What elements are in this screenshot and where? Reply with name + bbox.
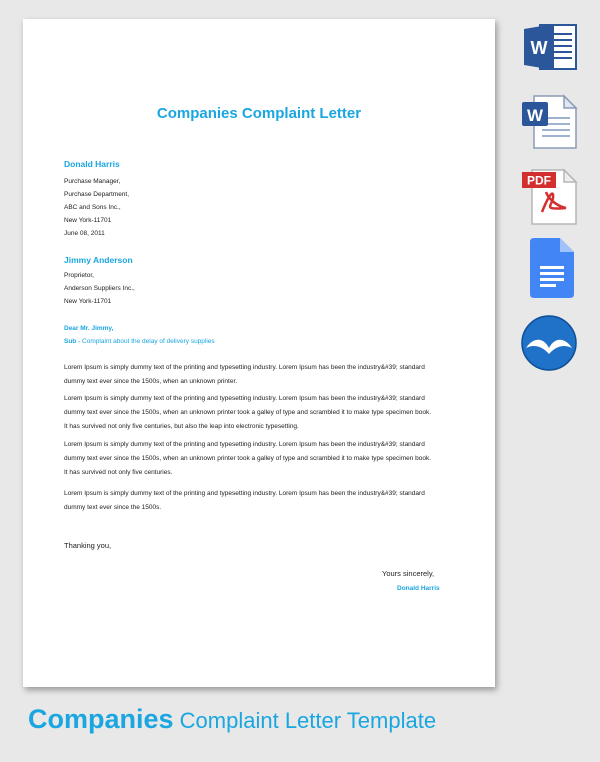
sender-line: ABC and Sons Inc., <box>64 204 121 211</box>
subject-prefix: Sub <box>64 338 77 345</box>
recipient-line: Anderson Suppliers Inc., <box>64 285 135 292</box>
paragraph-line: It has survived not only five centuries, but also the leap into electronic typesetting. <box>64 423 299 430</box>
sender-line: Purchase Department, <box>64 191 130 198</box>
paragraph-3 <box>64 438 449 480</box>
doc-file-icon[interactable] <box>520 94 578 150</box>
word-icon[interactable] <box>522 22 578 72</box>
paragraph-line: It has survived not only five centuries. <box>64 469 173 476</box>
paragraph-2 <box>64 392 449 434</box>
paragraph-4 <box>64 487 449 515</box>
template-title-strong: Companies <box>28 704 174 734</box>
sender-address <box>64 175 129 240</box>
paragraph-line: dummy text ever since the 1500s, when an unknown printer. <box>64 378 238 385</box>
pdf-file-icon[interactable] <box>520 168 578 226</box>
paragraph-line: dummy text ever since the 1500s, when an unknown printer took a galley of type and scrambled it to make type specimen book. <box>64 409 432 416</box>
recipient-line: Proprietor, <box>64 272 94 279</box>
sender-date: June 08, 2011 <box>64 230 105 237</box>
sender-line: Purchase Manager, <box>64 178 121 185</box>
salutation: Dear Mr. Jimmy, <box>64 325 114 332</box>
svg-text:W: W <box>530 38 548 58</box>
svg-text:W: W <box>526 106 544 125</box>
paragraph-1 <box>64 361 449 389</box>
template-title-rest: Complaint Letter Template <box>173 708 437 733</box>
recipient-line: New York-11701 <box>64 298 112 305</box>
paragraph-line: Lorem Ipsum is simply dummy text of the printing and typesetting industry. Lorem Ipsum has been the industry&#39; standard <box>64 364 425 371</box>
subject-line <box>64 335 215 348</box>
paragraph-line: dummy text ever since the 1500s. <box>64 504 162 511</box>
google-docs-icon[interactable] <box>528 236 576 300</box>
letter-title: Companies Complaint Letter <box>156 105 362 122</box>
openoffice-icon[interactable] <box>520 314 578 372</box>
subject-text: - Complaint about the delay of delivery supplies <box>76 338 215 345</box>
paragraph-line: Lorem Ipsum is simply dummy text of the printing and typesetting industry. Lorem Ipsum has been the industry&#39; standard <box>64 395 425 402</box>
sender-line: New York-11701 <box>64 217 112 224</box>
pdf-label: PDF <box>527 173 551 188</box>
sender-name: Donald Harris <box>64 159 120 169</box>
thanks-text: Thanking you, <box>64 541 112 550</box>
recipient-address <box>64 269 135 308</box>
letter-page <box>23 19 495 687</box>
paragraph-line: Lorem Ipsum is simply dummy text of the printing and typesetting industry. Lorem Ipsum has been the industry&#39; standard <box>64 441 425 448</box>
closing-text: Yours sincerely, <box>382 569 435 578</box>
template-title <box>28 704 436 735</box>
signature-name: Donald Harris <box>397 585 440 592</box>
paragraph-line: dummy text ever since the 1500s, when an unknown printer took a galley of type and scrambled it to make type specimen book. <box>64 455 432 462</box>
paragraph-line: Lorem Ipsum is simply dummy text of the printing and typesetting industry. Lorem Ipsum has been the industry&#39; standard <box>64 490 425 497</box>
recipient-name: Jimmy Anderson <box>64 255 133 265</box>
